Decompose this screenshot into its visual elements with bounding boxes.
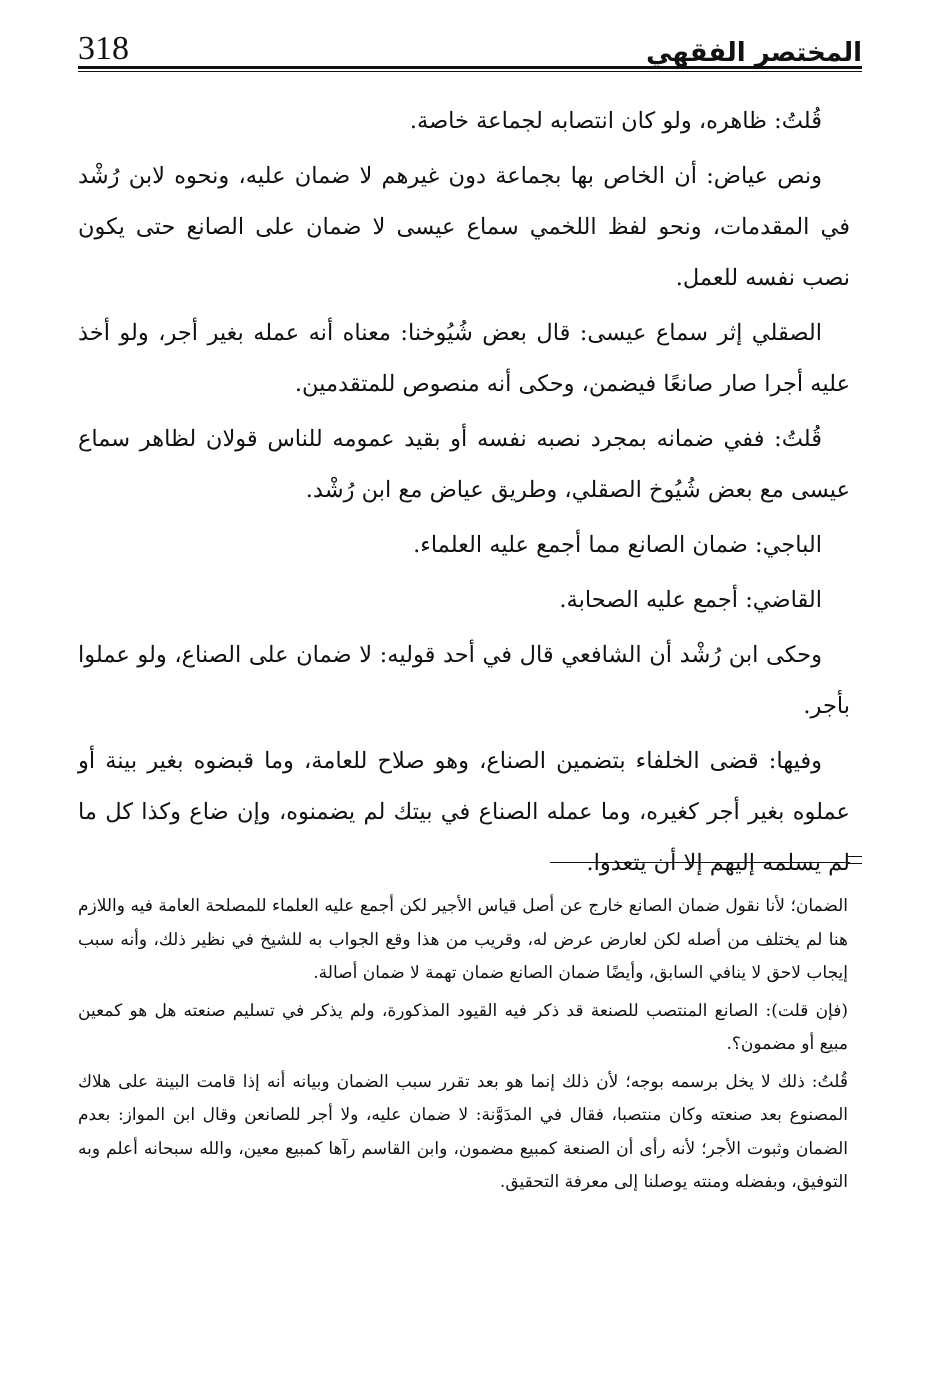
main-text bbox=[78, 96, 850, 893]
paragraph: الصقلي إثر سماع عيسى: قال بعض شُيُوخنا: معناه أنه عمله بغير أجر، ولو أخذ عليه أجرا صار صانعًا فيضمن، وحكى أنه منصوص للمتقدمين. bbox=[78, 320, 850, 397]
page-number: 318 bbox=[78, 30, 129, 67]
footnote-paragraph: الضمان؛ لأنا نقول ضمان الصانع خارج عن أصل قياس الأجير لكن أجمع عليه العلماء للمصلحة العامة فيه واللازم هنا لم يختلف من أصله لكن لعارض عرض له، وقريب من هذا وقع الجواب به للشيخ في نظير ذلك، وأنه سبب إيجاب لاحق لا ينافي السابق، وأيضًا ضمان الصانع ضمان تهمة لا ضمان أصالة. bbox=[78, 896, 848, 983]
paragraph: وفيها: قضى الخلفاء بتضمين الصناع، وهو صلاح للعامة، وما قبضوه بغير بينة أو عملوه بغير أجر كغيره، وما عمله الصناع في بيتك لم يضمنوه، وإن ضاع وكذا كل ما لم يسلمه إليهم إلا أن يتعدوا. bbox=[78, 748, 850, 876]
paragraph: قُلتُ: ظاهره، ولو كان انتصابه لجماعة خاصة. bbox=[409, 108, 822, 134]
paragraph: قُلتُ: ففي ضمانه بمجرد نصبه نفسه أو بقيد عمومه للناس قولان لظاهر سماع عيسى مع بعض شُيُوخ الصقلي، وطريق عياض مع ابن رُشْد. bbox=[78, 426, 850, 503]
footnote-paragraph: قُلتُ: ذلك لا يخل برسمه بوجه؛ لأن ذلك إنما هو بعد تقرر سبب الضمان وبيانه أنه إذا قامت البينة على هلاك المصنوع بعد صنعته وكان منتصبا، فقال في المدَوَّنة: لا ضمان عليه، ولا أجر للصانعن وقال ابن المواز: بعدم الضمان وثبوت الأجر؛ لأنه رأى أن الصنعة كمبيع مضمون، وابن القاسم رآها كمبيع معين، والله سبحانه أعلم وبه التوفيق، وبفضله ومنته يوصلنا إلى معرفة التحقيق. bbox=[78, 1071, 848, 1192]
footnote-divider bbox=[550, 862, 850, 863]
footnote-divider-mark bbox=[848, 856, 862, 864]
paragraph: القاضي: أجمع عليه الصحابة. bbox=[559, 587, 822, 613]
footnotes bbox=[78, 890, 848, 1204]
header-rule bbox=[78, 66, 862, 69]
paragraph: الباجي: ضمان الصانع مما أجمع عليه العلماء. bbox=[413, 532, 822, 558]
header-rule-thin bbox=[78, 71, 862, 72]
paragraph: وحكى ابن رُشْد أن الشافعي قال في أحد قوليه: لا ضمان على الصناع، ولو عملوا بأجر. bbox=[78, 642, 850, 719]
footnote-paragraph: (فإن قلت): الصانع المنتصب للصنعة قد ذكر فيه القيود المذكورة، ولم يذكر في تسليم صنعته هل هو كمعين مبيع أو مضمون؟. bbox=[78, 1000, 848, 1054]
running-header bbox=[78, 22, 862, 66]
book-title: المختصر الفقهي bbox=[646, 38, 862, 68]
paragraph: ونص عياض: أن الخاص بها بجماعة دون غيرهم لا ضمان عليه، ونحوه لابن رُشْد في المقدمات، ونحو لفظ اللخمي سماع عيسى لا ضمان على الصانع حتى يكون نصب نفسه للعمل. bbox=[78, 163, 850, 291]
